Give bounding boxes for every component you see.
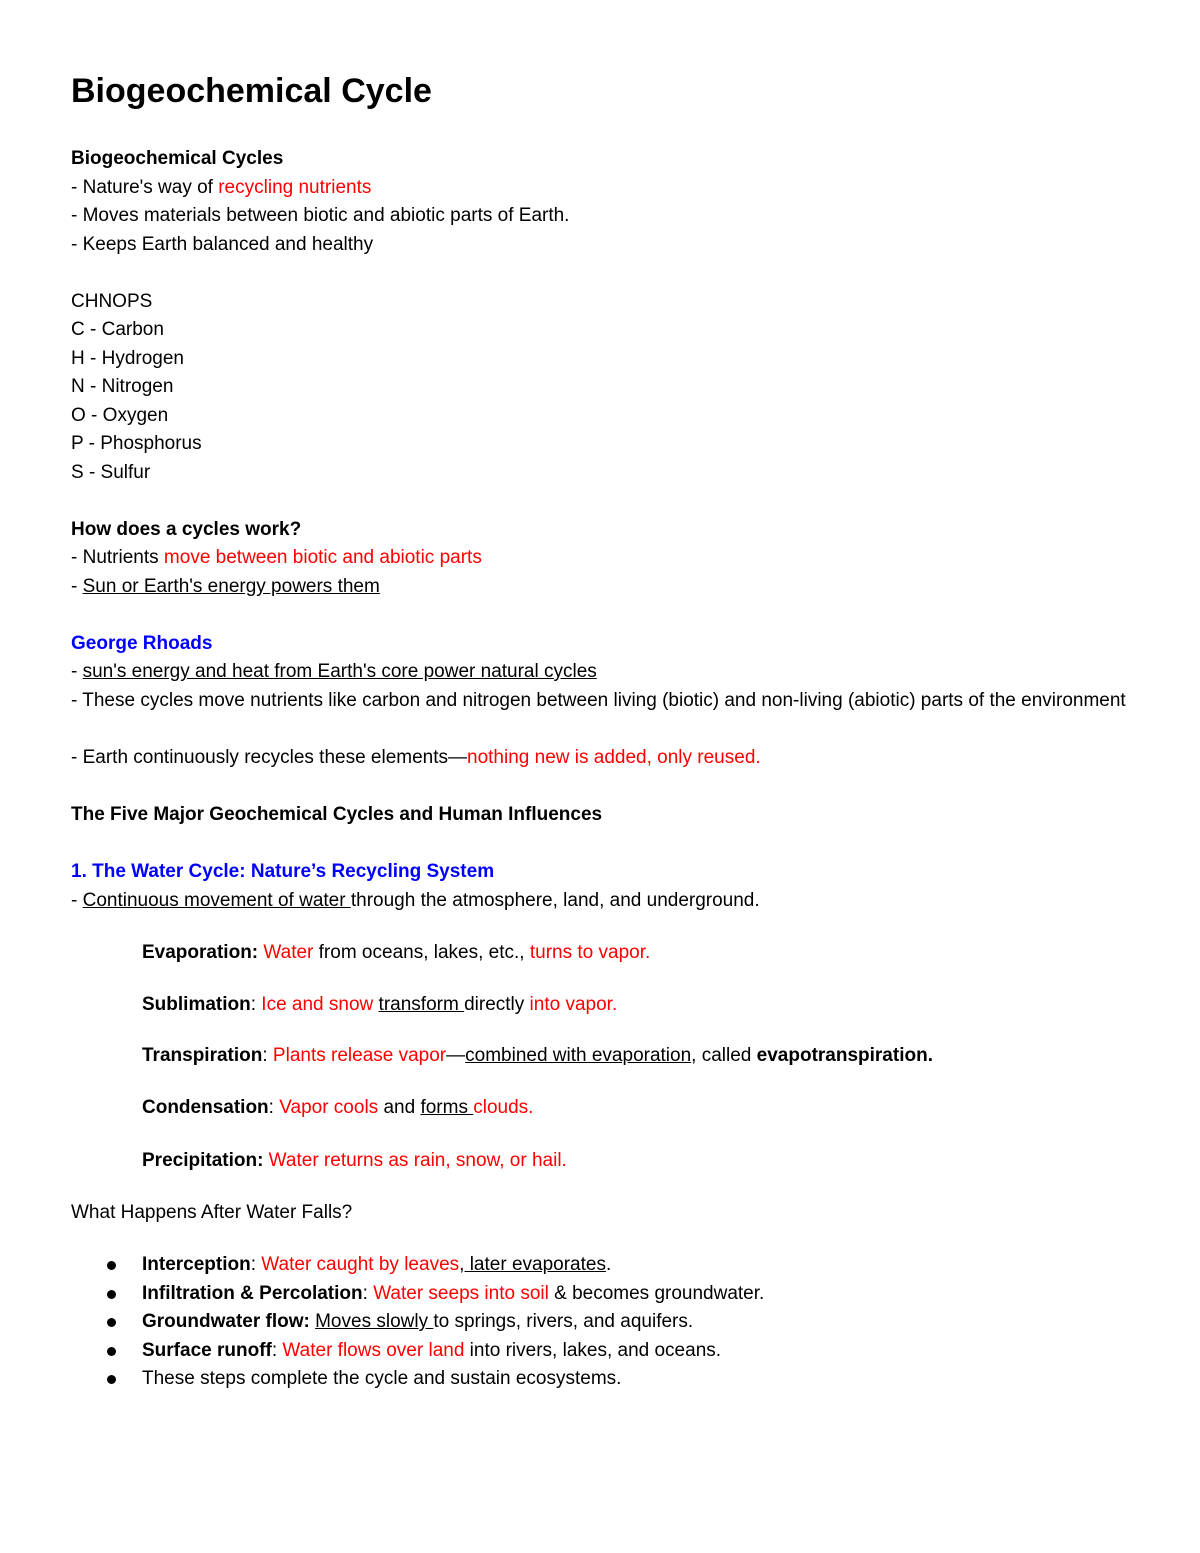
section-heading-how: How does a cycles work? xyxy=(71,519,302,540)
section-heading-five-cycles: The Five Major Geochemical Cycles and Human Influences xyxy=(71,804,603,825)
element-item: P - Phosphorus xyxy=(71,433,202,454)
section-heading-cycles: Biogeochemical Cycles xyxy=(71,148,284,169)
after-bullet-list xyxy=(142,1251,764,1394)
list-item: These steps complete the cycle and sustain ecosystems. xyxy=(142,1365,764,1394)
text-line: - sun's energy and heat from Earth's core power natural cycles xyxy=(71,661,597,682)
text-line: - Earth continuously recycles these elements—nothing new is added, only reused. xyxy=(71,747,761,768)
text-line: - Continuous movement of water through the atmosphere, land, and underground. xyxy=(71,890,760,911)
after-heading: What Happens After Water Falls? xyxy=(71,1202,353,1223)
list-item: Interception: Water caught by leaves, later evaporates. xyxy=(142,1251,764,1280)
element-item: S - Sulfur xyxy=(71,462,151,483)
text-paragraph: - These cycles move nutrients like carbon and nitrogen between living (biotic) and non-living (abiotic) parts of the environment xyxy=(71,690,1126,711)
term-precipitation: Precipitation: Water returns as rain, snow, or hail. xyxy=(142,1150,567,1171)
text-line: - Keeps Earth balanced and healthy xyxy=(71,234,374,255)
term-transpiration: Transpiration: Plants release vapor—combined with evaporation, called evapotranspiration. xyxy=(142,1045,933,1066)
bullet-icon xyxy=(107,1261,116,1270)
element-item: N - Nitrogen xyxy=(71,376,174,397)
bullet-icon xyxy=(107,1375,116,1384)
text-line: - Nutrients move between biotic and abiotic parts xyxy=(71,547,482,568)
chnops-heading: CHNOPS xyxy=(71,291,153,312)
text-line: - Nature's way of recycling nutrients xyxy=(71,177,372,198)
bullet-icon xyxy=(107,1347,116,1356)
element-item: O - Oxygen xyxy=(71,405,169,426)
list-item: Surface runoff: Water flows over land into rivers, lakes, and oceans. xyxy=(142,1337,764,1366)
list-item: Groundwater flow: Moves slowly to springs, rivers, and aquifers. xyxy=(142,1308,764,1337)
term-condensation: Condensation: Vapor cools and forms clouds. xyxy=(142,1097,534,1118)
text-line: - Sun or Earth's energy powers them xyxy=(71,576,380,597)
term-sublimation: Sublimation: Ice and snow transform directly into vapor. xyxy=(142,994,618,1015)
section-heading-rhoads: George Rhoads xyxy=(71,633,213,654)
bullet-icon xyxy=(107,1290,116,1299)
page-title: Biogeochemical Cycle xyxy=(71,72,432,110)
term-evaporation: Evaporation: Water from oceans, lakes, etc., turns to vapor. xyxy=(142,942,651,963)
section-heading-water-cycle: 1. The Water Cycle: Nature’s Recycling System xyxy=(71,861,495,882)
element-item: C - Carbon xyxy=(71,319,164,340)
list-item: Infiltration & Percolation: Water seeps into soil & becomes groundwater. xyxy=(142,1280,764,1309)
text-line: - Moves materials between biotic and abiotic parts of Earth. xyxy=(71,205,570,226)
element-item: H - Hydrogen xyxy=(71,348,184,369)
bullet-icon xyxy=(107,1318,116,1327)
